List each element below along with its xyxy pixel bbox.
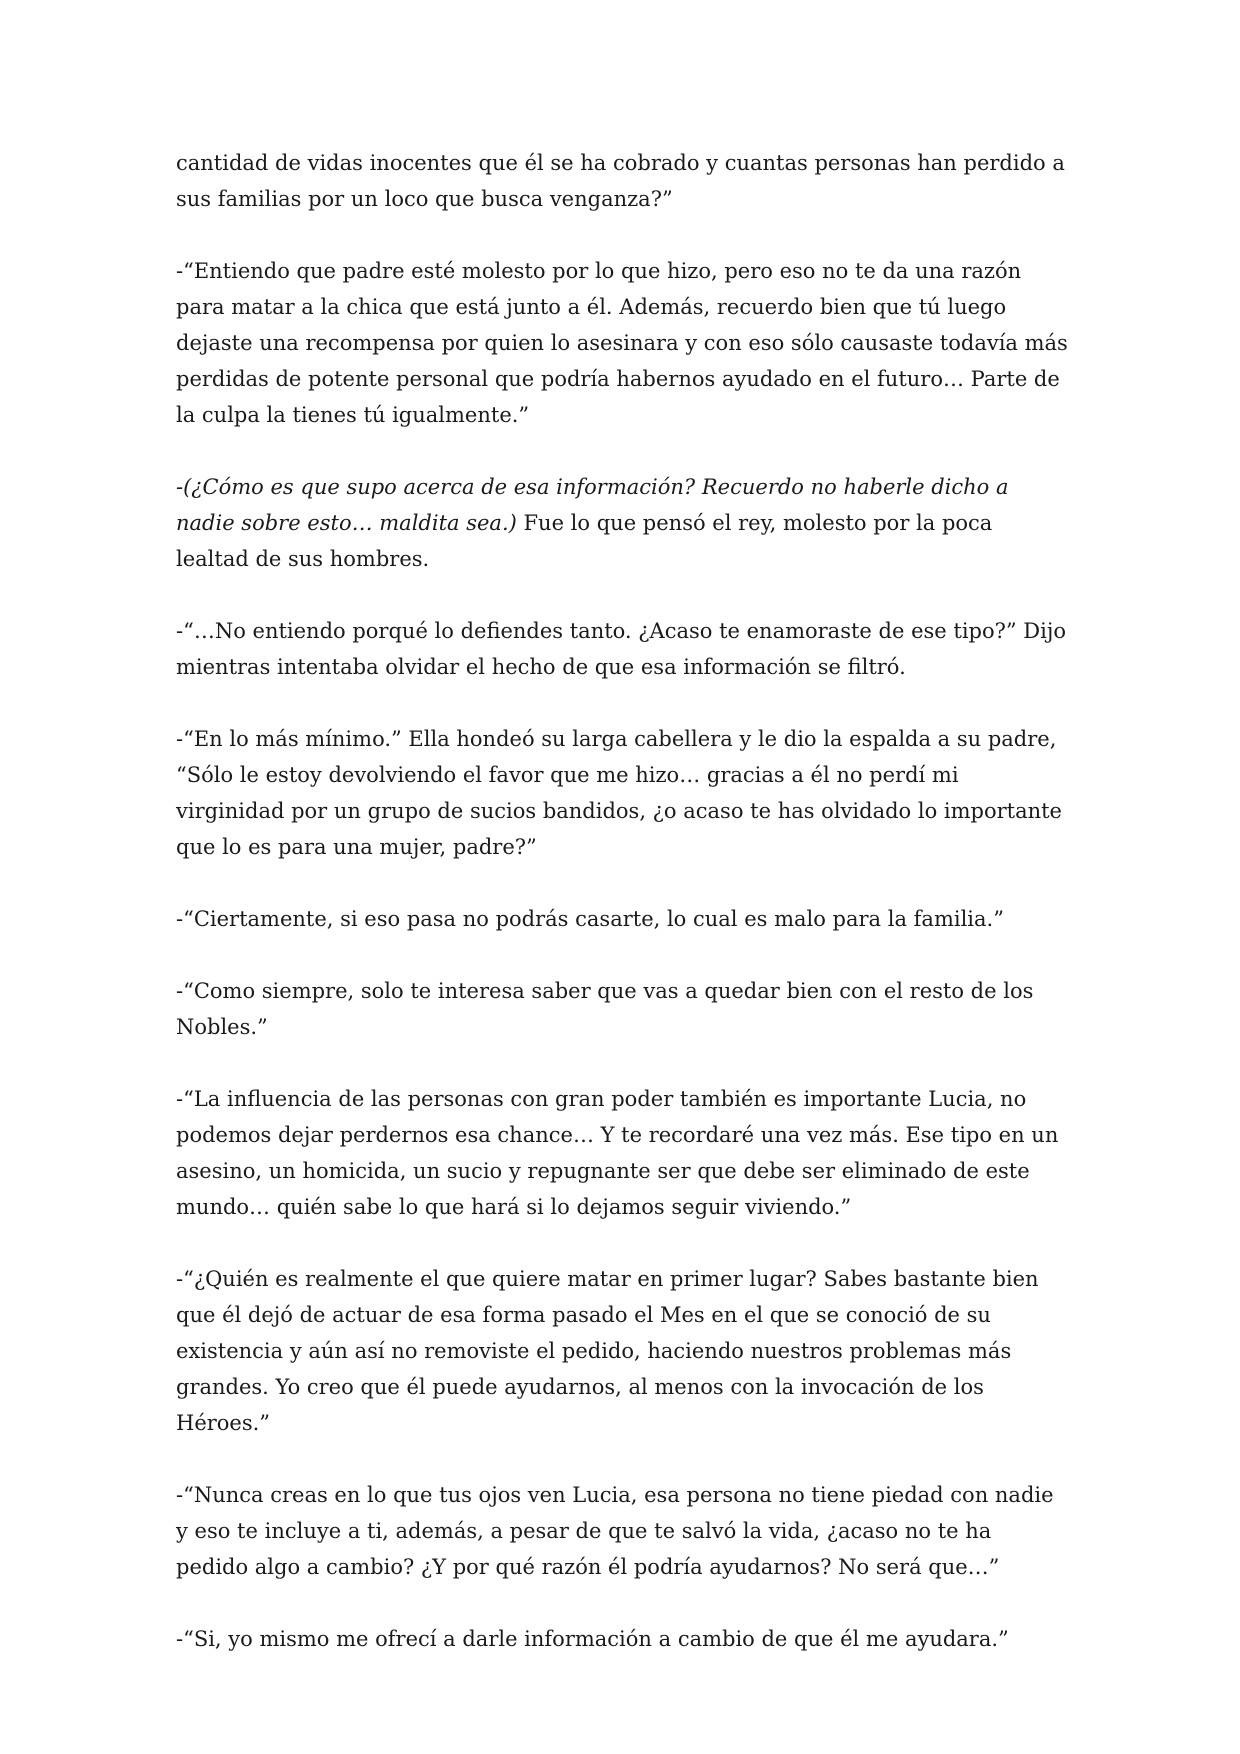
paragraph xyxy=(176,1621,1068,1657)
paragraph-text: -“Nunca creas en lo que tus ojos ven Lucia, esa persona no tiene piedad con nadie y eso te incluye a ti, además, a pesar de que te salvó la vida, ¿acaso no te ha pedido algo a cambio? ¿Y por qué razón él podría ayudarnos? No será que…” xyxy=(176,1483,1054,1579)
paragraph xyxy=(176,469,1068,577)
paragraph xyxy=(176,1081,1068,1225)
paragraph xyxy=(176,721,1068,865)
paragraph-text: -“En lo más mínimo.” Ella hondeó su larga cabellera y le dio la espalda a su padre, “Sólo le estoy devolviendo el favor que me hizo… gracias a él no perdí mi virginidad por un grupo de sucios bandidos, ¿o acaso te has olvidado lo importante que lo es para una mujer, padre?” xyxy=(176,727,1062,859)
paragraph-text: -“Entiendo que padre esté molesto por lo que hizo, pero eso no te da una razón para matar a la chica que está junto a él. Además, recuerdo bien que tú luego dejaste una recompensa por quien lo asesinara y con eso sólo causaste todavía más perdidas de potente personal que podría habernos ayudado en el futuro… Parte de la culpa la tienes tú igualmente.” xyxy=(176,259,1068,427)
paragraph xyxy=(176,1261,1068,1441)
document-body xyxy=(176,145,1068,1693)
paragraph-thought-text: -(¿Cómo es que supo acerca de esa información? Recuerdo no haberle dicho a nadie sobre esto… maldita sea.) xyxy=(176,475,1009,535)
paragraph xyxy=(176,901,1068,937)
paragraph-text: -“…No entiendo porqué lo defiendes tanto. ¿Acaso te enamoraste de ese tipo?” Dijo mientras intentaba olvidar el hecho de que esa información se filtró. xyxy=(176,619,1066,679)
paragraph xyxy=(176,613,1068,685)
paragraph xyxy=(176,973,1068,1045)
paragraph-text: -“La influencia de las personas con gran poder también es importante Lucia, no podemos dejar perdernos esa chance… Y te recordaré una vez más. Ese tipo en un asesino, un homicida, un sucio y repugnante ser que debe ser eliminado de este mundo… quién sabe lo que hará si lo dejamos seguir viviendo.” xyxy=(176,1087,1059,1219)
paragraph-text: -“Ciertamente, si eso pasa no podrás casarte, lo cual es malo para la familia.” xyxy=(176,907,1004,931)
paragraph-text: -“Si, yo mismo me ofrecí a darle información a cambio de que él me ayudara.” xyxy=(176,1627,1009,1651)
paragraph xyxy=(176,145,1068,217)
paragraph-text: Fue lo que pensó el rey, molesto por la poca lealtad de sus hombres. xyxy=(176,511,993,571)
paragraph-text: cantidad de vidas inocentes que él se ha cobrado y cuantas personas han perdido a sus familias por un loco que busca venganza?” xyxy=(176,151,1065,211)
paragraph xyxy=(176,1477,1068,1585)
paragraph xyxy=(176,253,1068,433)
paragraph-text: -“¿Quién es realmente el que quiere matar en primer lugar? Sabes bastante bien que él dejó de actuar de esa forma pasado el Mes en el que se conoció de su existencia y aún así no removiste el pedido, haciendo nuestros problemas más grandes. Yo creo que él puede ayudarnos, al menos con la invocación de los Héroes.” xyxy=(176,1267,1039,1435)
paragraph-text: -“Como siempre, solo te interesa saber que vas a quedar bien con el resto de los Nobles.” xyxy=(176,979,1034,1039)
